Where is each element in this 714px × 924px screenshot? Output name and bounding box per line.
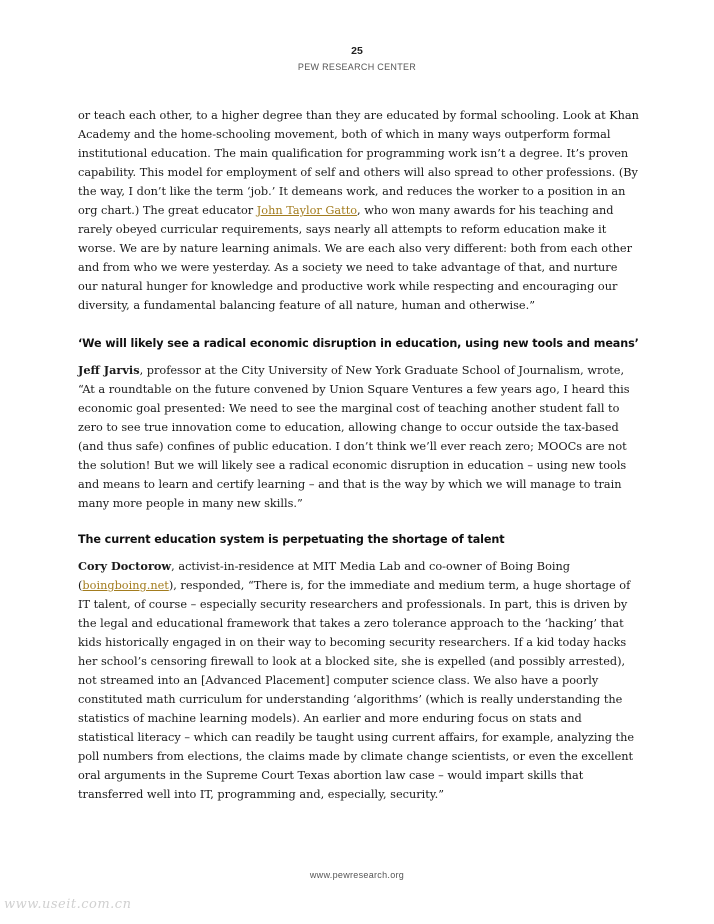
intro-text-1: or teach each other, to a higher degree than they are educated by formal schooling. Look at Khan Academy and the home-schooling movement, both of which in many ways outperform formal institutional education. The main qualification for programming work isn’t a degree. It’s proven capability. This model for employment of self and others will also spread to other professions. (By the way, I don’t like the term ‘job.’ It demeans work, and reduces the worker to a position in an org chart.) The great educator [78, 109, 639, 217]
doctorow-text-1: , activist-in-residence at MIT Media Lab and co-owner of Boing Boing ( [78, 560, 571, 592]
doctorow-text-2: ), responded, “There is, for the immediate and medium term, a huge shortage of IT talent, of course – especially security researchers and professionals. In part, this is driven by the legal and educational framework that takes a zero tolerance approach to the ‘hacking’ that kids historically engaged in on their way to becoming security researchers. If a kid today hacks her school’s censoring firewall to look at a blocked site, she is expelled (and possibly arrested), not streamed into an [Advanced Placement] computer science class. We also have a poorly constituted math curriculum for understanding ‘algorithms’ (which is really understanding the statistics of machine learning models). An earlier and more enduring focus on stats and statistical literacy – which can readily be taught using current affairs, for example, analyzing the poll numbers from elections, the claims made by climate change scientists, or even the excellent oral arguments in the Supreme Court Texas abortion law case – would impart skills that transferred well into IT, programming and, especially, security.” [78, 579, 635, 801]
gatto-link[interactable]: John Taylor Gatto [256, 204, 358, 217]
section-heading-doctorow: The current education system is perpetuating the shortage of talent [78, 533, 505, 546]
footer-url[interactable]: www.pewresearch.org [309, 870, 405, 880]
page-number: 25 [351, 45, 363, 57]
intro-text-2: , who won many awards for his teaching and rarely obeyed curricular requirements, says nearly all attempts to reform education make it worse. We are by nature learning animals. We are each also very different: both from each other and from who we were yesterday. As a society we need to take advantage of that, and nurture our natural hunger for knowledge and productive work while respecting and encouraging our diversity, a fundamental balancing feature of all nature, human and otherwise.” [78, 204, 632, 312]
section-heading-jarvis: ‘We will likely see a radical economic disruption in education, using new tools and means’ [78, 337, 639, 350]
intro-paragraph [78, 106, 640, 315]
boingboing-link[interactable]: boingboing.net [82, 579, 169, 592]
document-body [78, 106, 640, 804]
respondent-name-doctorow: Cory Doctorow [78, 559, 172, 573]
respondent-name-jarvis: Jeff Jarvis [78, 363, 140, 377]
org-name: PEW RESEARCH CENTER [297, 62, 417, 72]
watermark: www.useit.com.cn [4, 897, 132, 912]
jarvis-text: , professor at the City University of New York Graduate School of Journalism, wrote, “At a roundtable on the future convened by Union Square Ventures a few years ago, I heard this economic goal presented: We need to see the marginal cost of teaching another student fall to zero to see true innovation come to education, allowing change to occur outside the tax-based (and thus safe) confines of public education. I don’t think we’ll ever reach zero; MOOCs are not the solution! But we will likely see a radical economic disruption in education – using new tools and means to learn and certify learning – and that is the way by which we will manage to train many more people in many new skills.” [78, 364, 630, 510]
doctorow-paragraph [78, 557, 640, 804]
jarvis-paragraph [78, 361, 640, 513]
